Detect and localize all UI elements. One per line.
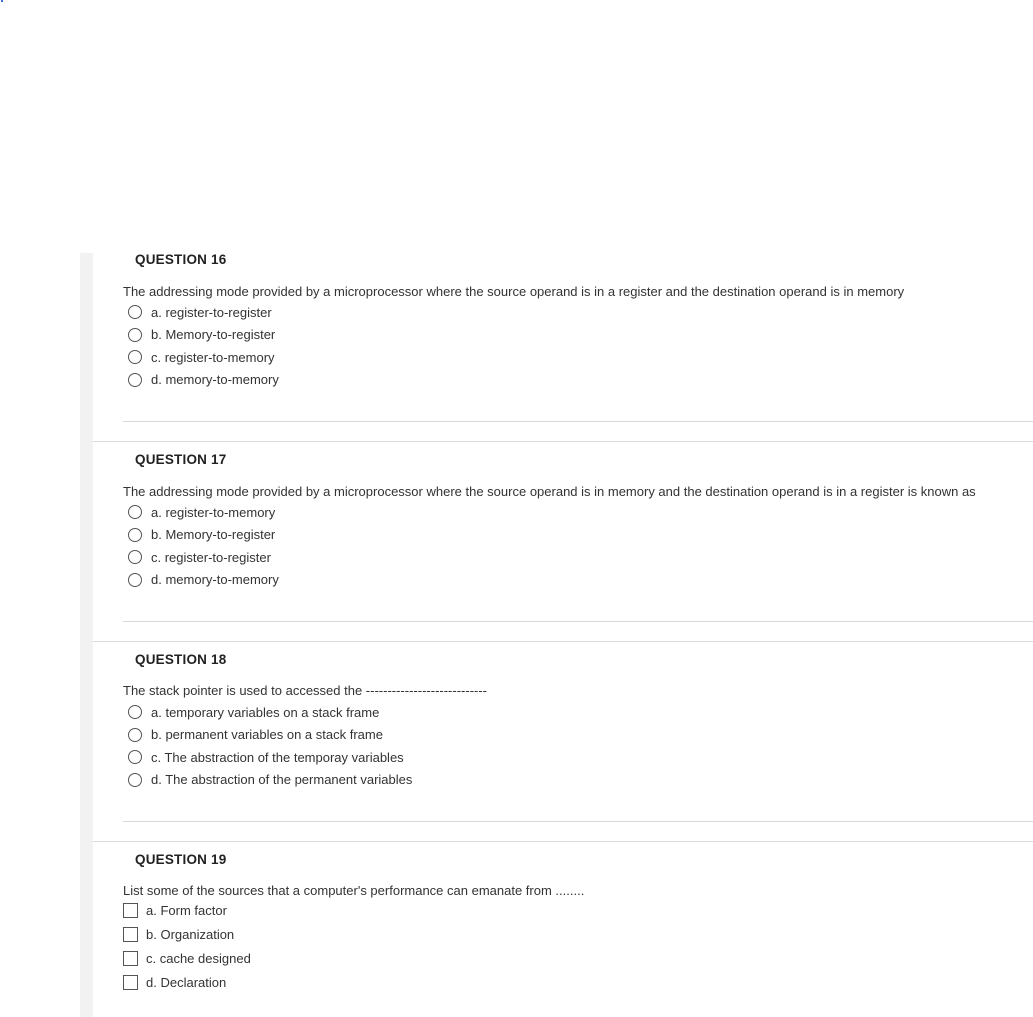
answer-options bbox=[128, 701, 412, 791]
answer-option-d[interactable] bbox=[128, 369, 279, 392]
answer-divider bbox=[123, 421, 1033, 422]
answer-option-c[interactable] bbox=[128, 546, 279, 569]
answer-option-b[interactable] bbox=[128, 724, 412, 747]
option-label: a. Form factor bbox=[146, 902, 227, 918]
question-divider bbox=[93, 441, 1033, 442]
checkbox[interactable] bbox=[123, 951, 138, 966]
answer-option-b[interactable] bbox=[123, 922, 251, 946]
answer-option-b[interactable] bbox=[128, 524, 279, 547]
option-label: a. register-to-register bbox=[151, 304, 272, 320]
radio-button[interactable] bbox=[128, 773, 142, 787]
answer-option-a[interactable] bbox=[123, 898, 251, 922]
question-title: QUESTION 19 bbox=[135, 852, 227, 867]
option-label: c. The abstraction of the temporay variables bbox=[151, 749, 404, 765]
answer-option-c[interactable] bbox=[128, 346, 279, 369]
answer-option-a[interactable] bbox=[128, 501, 279, 524]
answer-option-a[interactable] bbox=[128, 701, 412, 724]
answer-options bbox=[123, 898, 251, 994]
radio-button[interactable] bbox=[128, 328, 142, 342]
radio-button[interactable] bbox=[128, 728, 142, 742]
option-label: c. cache designed bbox=[146, 950, 251, 966]
option-label: d. Declaration bbox=[146, 974, 227, 990]
radio-button[interactable] bbox=[128, 573, 142, 587]
answer-options bbox=[128, 501, 279, 591]
radio-button[interactable] bbox=[128, 705, 142, 719]
radio-button[interactable] bbox=[128, 528, 142, 542]
radio-button[interactable] bbox=[128, 305, 142, 319]
answer-divider bbox=[123, 821, 1033, 822]
option-label: c. register-to-memory bbox=[151, 349, 275, 365]
answer-option-c[interactable] bbox=[123, 946, 251, 970]
answer-options bbox=[128, 301, 279, 391]
option-label: d. The abstraction of the permanent variables bbox=[151, 772, 413, 788]
option-label: b. Organization bbox=[146, 926, 235, 942]
answer-option-d[interactable] bbox=[128, 769, 412, 792]
radio-button[interactable] bbox=[128, 350, 142, 364]
radio-button[interactable] bbox=[128, 550, 142, 564]
question-text: List some of the sources that a computer's performance can emanate from ........ bbox=[123, 883, 585, 898]
left-rail bbox=[80, 253, 93, 1017]
question-divider bbox=[93, 841, 1033, 842]
radio-button[interactable] bbox=[128, 505, 142, 519]
question-title: QUESTION 18 bbox=[135, 652, 227, 667]
option-label: c. register-to-register bbox=[151, 549, 271, 565]
question-text: The addressing mode provided by a microprocessor where the source operand is in memory and the destination operand is in a register is known as bbox=[123, 484, 976, 499]
checkbox[interactable] bbox=[123, 903, 138, 918]
answer-option-c[interactable] bbox=[128, 746, 412, 769]
corner-marker bbox=[1, 0, 3, 2]
option-label: a. temporary variables on a stack frame bbox=[151, 704, 380, 720]
radio-button[interactable] bbox=[128, 750, 142, 764]
option-label: b. Memory-to-register bbox=[151, 527, 276, 543]
option-label: b. Memory-to-register bbox=[151, 327, 276, 343]
answer-divider bbox=[123, 621, 1033, 622]
checkbox[interactable] bbox=[123, 927, 138, 942]
radio-button[interactable] bbox=[128, 373, 142, 387]
question-divider bbox=[93, 641, 1033, 642]
option-label: a. register-to-memory bbox=[151, 504, 276, 520]
option-label: b. permanent variables on a stack frame bbox=[151, 727, 383, 743]
question-text: The stack pointer is used to accessed the ---------------------------- bbox=[123, 683, 488, 698]
option-label: d. memory-to-memory bbox=[151, 372, 279, 388]
option-label: d. memory-to-memory bbox=[151, 572, 279, 588]
answer-option-d[interactable] bbox=[123, 970, 251, 994]
answer-option-b[interactable] bbox=[128, 324, 279, 347]
answer-option-d[interactable] bbox=[128, 569, 279, 592]
question-title: QUESTION 16 bbox=[135, 252, 227, 267]
answer-option-a[interactable] bbox=[128, 301, 279, 324]
question-text: The addressing mode provided by a microprocessor where the source operand is in a register and the destination operand is in memory bbox=[123, 284, 905, 299]
question-title: QUESTION 17 bbox=[135, 452, 227, 467]
checkbox[interactable] bbox=[123, 975, 138, 990]
